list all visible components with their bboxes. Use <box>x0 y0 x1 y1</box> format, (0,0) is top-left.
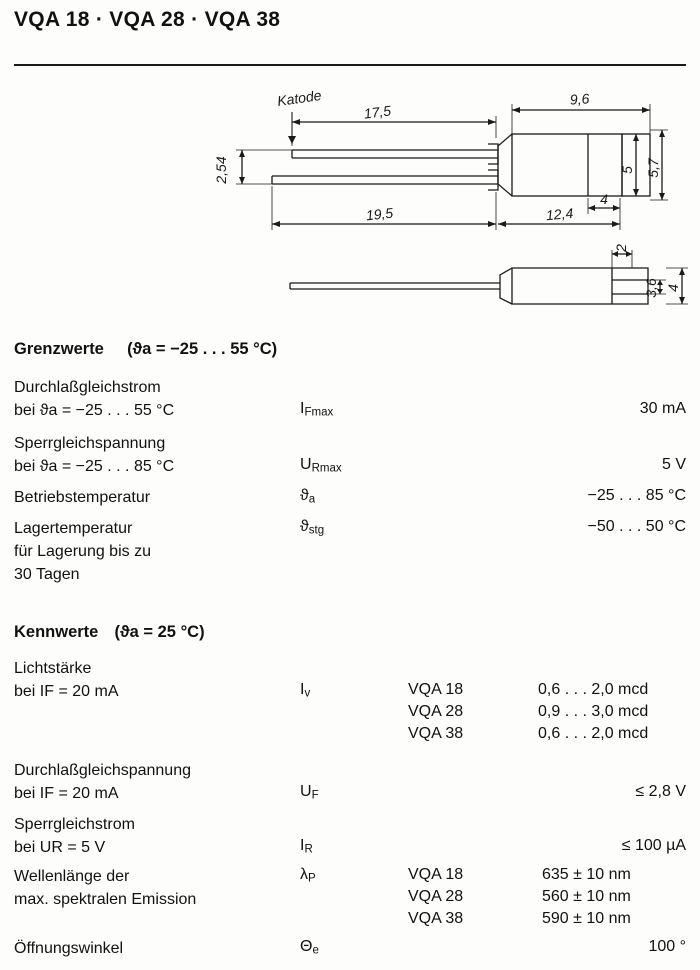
dim-17-5: 17,5 <box>362 102 392 122</box>
char-row-3-type-0: VQA 18 <box>408 866 464 883</box>
limits-heading-condition: (ϑa = −25 . . . 55 °C) <box>127 340 278 358</box>
dim-12-4: 12,4 <box>545 204 574 224</box>
header-divider <box>14 64 686 66</box>
char-row-1-symbol: $U_F$ <box>300 783 319 802</box>
component-drawing <box>0 72 700 330</box>
char-row-3-type-1: VQA 28 <box>408 888 464 905</box>
dim-19-5: 19,5 <box>365 204 394 224</box>
char-row-0-type-1: VQA 28 <box>408 703 464 720</box>
limits-row-0-symbol: $I_{Fmax}$ <box>300 400 334 419</box>
char-row-0-value-2: 0,6 . . . 2,0 mcd <box>538 725 649 742</box>
char-row-2-label-1: Sperrgleichstrom <box>14 816 135 833</box>
char-row-4-symbol: $\Theta_e$ <box>300 938 319 957</box>
char-row-0-type-2: VQA 38 <box>408 725 464 742</box>
limits-row-3-value: −50 . . . 50 °C <box>587 518 686 535</box>
char-row-3-value-0: 635 ± 10 nm <box>542 866 631 883</box>
characteristics-heading-condition: (ϑa = 25 °C) <box>114 623 205 641</box>
limits-row-3-symbol: $ϑ_{stg}$ <box>300 518 325 537</box>
char-row-4-label-1: Öffnungswinkel <box>14 940 124 957</box>
limits-row-0-label-2: bei ϑa = −25 . . . 55 °C <box>14 402 175 419</box>
char-row-2-symbol: $I_R$ <box>300 837 313 856</box>
char-row-0-symbol: $I_v$ <box>300 681 311 700</box>
char-row-1-label-2: bei IF = 20 mA <box>14 785 119 802</box>
dim-5: 5 <box>619 166 635 174</box>
limits-row-2-symbol: $ϑ_a$ <box>300 487 316 506</box>
dim-cathode-label: Katode <box>276 86 323 109</box>
dim-5-7: 5,7 <box>645 158 661 178</box>
section-heading-characteristics <box>14 623 205 642</box>
limits-row-3-label-3: 30 Tagen <box>14 566 80 583</box>
char-row-3-value-1: 560 ± 10 nm <box>542 888 631 905</box>
char-row-1-value-0: ≤ 2,8 V <box>635 783 686 800</box>
dim-2-54: 2,54 <box>213 156 229 184</box>
characteristics-heading-text: Kennwerte <box>14 623 99 641</box>
limits-row-0-value: 30 mA <box>639 400 686 417</box>
limits-row-1-value: 5 V <box>661 456 686 473</box>
limits-row-3-label-2: für Lagerung bis zu <box>14 543 151 560</box>
char-row-1-label-1: Durchlaßgleichspannung <box>14 762 191 779</box>
section-heading-limits <box>14 340 277 359</box>
char-row-0-value-1: 0,9 . . . 3,0 mcd <box>538 703 649 720</box>
limits-heading-text: Grenzwerte <box>14 340 104 358</box>
limits-row-0-label-1: Durchlaßgleichstrom <box>14 379 161 396</box>
limits-row-1-label-1: Sperrgleichspannung <box>14 435 166 452</box>
char-row-0-label-2: bei IF = 20 mA <box>14 683 119 700</box>
dim-2: 2 <box>613 244 629 252</box>
char-row-3-type-2: VQA 38 <box>408 910 464 927</box>
dim-9-6: 9,6 <box>569 90 590 108</box>
limits-row-2-value: −25 . . . 85 °C <box>587 487 686 504</box>
char-row-4-value-0: 100 ° <box>648 938 686 955</box>
limits-row-2-label-1: Betriebstemperatur <box>14 489 151 506</box>
page-title: VQA 18 · VQA 28 · VQA 38 <box>14 8 281 31</box>
char-row-2-label-2: bei UR = 5 V <box>14 839 106 856</box>
char-row-0-value-0: 0,6 . . . 2,0 mcd <box>538 681 649 698</box>
limits-row-3-label-1: Lagertemperatur <box>14 520 133 537</box>
char-row-2-value-0: ≤ 100 µA <box>621 837 686 854</box>
char-row-3-symbol: $\lambda_P$ <box>300 866 316 885</box>
dim-4-flange: 4 <box>600 191 608 207</box>
limits-row-1-label-2: bei ϑa = −25 . . . 85 °C <box>14 458 175 475</box>
dim-3-6: 3,6 <box>643 278 659 298</box>
char-row-3-label-1: Wellenlänge der <box>14 868 130 885</box>
char-row-0-type-0: VQA 18 <box>408 681 464 698</box>
char-row-0-label-1: Lichtstärke <box>14 660 92 677</box>
dim-4-outer: 4 <box>665 284 681 292</box>
char-row-3-label-2: max. spektralen Emission <box>14 891 197 908</box>
char-row-3-value-2: 590 ± 10 nm <box>542 910 631 927</box>
limits-row-1-symbol: $U_{Rmax}$ <box>300 456 342 475</box>
